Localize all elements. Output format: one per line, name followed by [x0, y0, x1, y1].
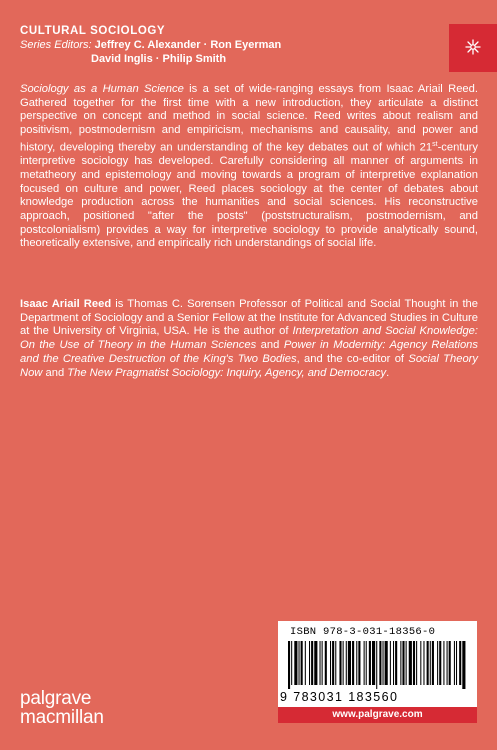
- barcode-bar: [343, 641, 344, 685]
- barcode-bar: [385, 641, 388, 685]
- editors-line1: Jeffrey C. Alexander · Ron Eyerman: [94, 39, 282, 51]
- barcode-bar: [379, 641, 381, 685]
- isbn-label: ISBN 978-3-031-18356-0: [290, 626, 436, 638]
- barcode-bar: [335, 641, 336, 685]
- barcode-bar: [439, 641, 441, 685]
- barcode-bar: [366, 641, 367, 685]
- barcode-bar: [311, 641, 313, 685]
- barcode-bar: [432, 641, 434, 685]
- barcode-bar: [406, 641, 407, 685]
- series-block: [20, 24, 420, 66]
- barcode-bar: [423, 641, 424, 685]
- barcode-bar: [402, 641, 404, 685]
- barcode-bar: [339, 641, 341, 685]
- barcode-bar: [449, 641, 451, 685]
- barcode-bar: [462, 641, 465, 689]
- barcode-bar: [454, 641, 455, 685]
- barcode-bar: [309, 641, 310, 685]
- barcode-bar: [416, 641, 417, 685]
- barcode-bar: [352, 641, 354, 685]
- series-editors: [20, 38, 420, 52]
- bio-book-4: The New Pragmatist Sociology: Inquiry, Agency, and Democracy: [67, 366, 387, 379]
- barcode-bar: [376, 641, 377, 689]
- barcode-bar: [330, 641, 331, 685]
- author-bio: [20, 298, 478, 380]
- series-title: CULTURAL SOCIOLOGY: [20, 25, 166, 37]
- editors-line2: David Inglis · Philip Smith: [91, 53, 227, 65]
- barcode-number: 9 783031 183560: [280, 690, 399, 704]
- barcode-bar: [314, 641, 317, 685]
- barcode-bar: [459, 641, 461, 685]
- barcode-bars: [286, 641, 469, 689]
- barcode-bar: [322, 641, 323, 685]
- barcode-box: [278, 621, 477, 707]
- barcode-bar: [420, 641, 421, 685]
- barcode-bar: [348, 641, 351, 685]
- barcode-bar: [291, 641, 292, 685]
- description-text-b: -century interpretive sociology has developed. Carefully considering all manner of arguments in metatheory and epistemology and moving towards a program of interpretive explanation focused on culture and power, Reed places sociology at the center of debates about knowledge production across the humanities and social sciences. His reconstructive approach, positioned "after the posts" (poststructuralism, postmodernism, and postcolonialism) provides a way for interpretive sociology to provide analytically sound, theoretically extensive, and empirically rich understandings of social life.: [20, 141, 478, 250]
- barcode-bar: [447, 641, 448, 685]
- book-description: [20, 83, 478, 251]
- barcode-bar: [356, 641, 357, 685]
- publisher-url[interactable]: www.palgrave.com: [278, 707, 477, 723]
- barcode-bar: [301, 641, 303, 685]
- bio-text-4: and: [42, 366, 68, 379]
- barcode-bar: [430, 641, 431, 685]
- barcode-bar: [305, 641, 306, 685]
- barcode-bar: [299, 641, 300, 685]
- bio-book-2: Power in Modernity: Agency Relations and the Creative Destruction of the King's Two Bodies: [20, 339, 478, 365]
- barcode-bar: [332, 641, 334, 685]
- editors-label: Series Editors:: [20, 39, 92, 51]
- barcode-bar: [294, 641, 297, 685]
- barcode-bar: [395, 641, 397, 685]
- bio-book-1: Interpretation and Social Knowledge: On the Use of Theory in the Human Sciences: [20, 325, 478, 352]
- publisher-badge: [449, 24, 497, 72]
- barcode-bar: [320, 641, 321, 685]
- bio-text-3: , and the co-editor of: [296, 352, 409, 365]
- bio-text-5: .: [386, 366, 390, 379]
- barcode-bar: [325, 641, 327, 685]
- barcode-bar: [390, 641, 391, 685]
- bio-book-3: Social Theory Now: [20, 352, 478, 379]
- barcode-bar: [346, 641, 347, 685]
- ordinal-sup: st: [432, 140, 438, 148]
- series-editors-2: [20, 52, 420, 66]
- barcode-bar: [413, 641, 415, 685]
- barcode-bar: [369, 641, 371, 685]
- barcode-bar: [409, 641, 412, 685]
- barcode-bar: [372, 641, 375, 685]
- barcode-bar: [427, 641, 429, 685]
- logo-line2: macmillan: [20, 707, 104, 728]
- bio-text-1: is Thomas C. Sorensen Professor of Political and Social Thought in the Department of Sociology and a Senior Fellow at the Institute for Advanced Studies in Culture at the University of Virginia, USA. He is the author of: [20, 298, 478, 338]
- description-text-a: is a set of wide-ranging essays from Isaac Ariail Reed. Gathered together for the first time with a new introduction, they articulate a distinct perspective on concept and method in social science. Reed writes about realism and positivism, postmodernism and empiricism, mechanisms and causality, and power and history, developing thereby an understanding of the key debates out of which 21: [20, 83, 478, 154]
- barcode-bar: [393, 641, 394, 685]
- barcode-bar: [443, 641, 444, 685]
- logo-line1: palgrave: [20, 688, 92, 709]
- barcode-bar: [364, 641, 365, 685]
- barcode-bar: [437, 641, 438, 685]
- barcode-bar: [456, 641, 457, 685]
- book-title-italic: Sociology as a Human Science: [20, 83, 184, 95]
- bio-text-2: and: [256, 339, 284, 352]
- barcode-bar: [288, 641, 290, 689]
- barcode-bar: [383, 641, 384, 685]
- palgrave-logo: [20, 689, 104, 727]
- barcode-bar: [400, 641, 401, 685]
- barcode-bar: [358, 641, 360, 685]
- springer-star-icon: [463, 37, 483, 57]
- author-name: Isaac Ariail Reed: [20, 298, 112, 310]
